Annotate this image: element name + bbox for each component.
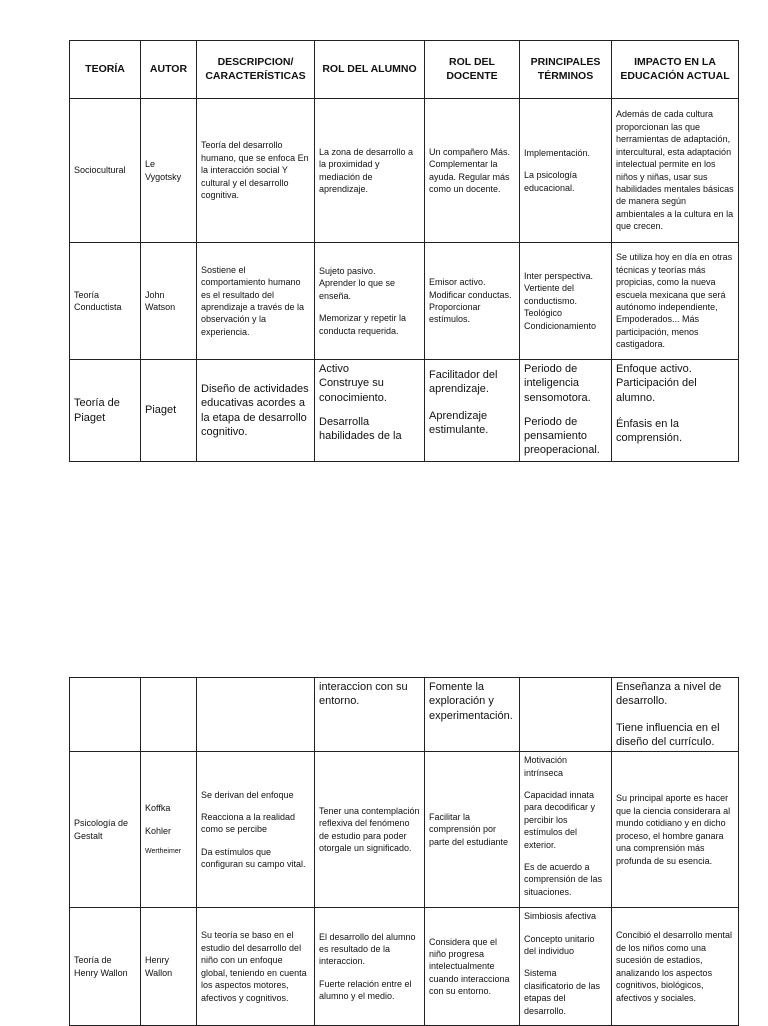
header-rol-docente: ROL DEL DOCENTE — [425, 41, 520, 99]
table-row — [70, 360, 739, 462]
cell-rol-docente — [425, 360, 520, 462]
cell-rol-alumno: interaccion con su entorno. — [315, 678, 425, 752]
cell-autor: Henry Wallon — [141, 908, 197, 1026]
cell-terminos: Inter perspectiva. Vertiente del conductismo. Teológico Condicionamiento — [520, 243, 612, 360]
cell-rol-alumno — [315, 243, 425, 360]
descripcion-item: Se derivan del enfoque — [201, 789, 294, 800]
header-terminos: PRINCIPALES TÉRMINOS — [520, 41, 612, 99]
cell-teoria: Teoría de Piaget — [70, 360, 141, 462]
cell-impacto: Se utiliza hoy en día en otras técnicas y teorías más propicias, como la nueva escuela mexicana que será autónomo independiente, Empoderados... Más participación, menos castigadora. — [612, 243, 739, 360]
cell-terminos — [520, 752, 612, 908]
descripcion-item: Reacciona a la realidad como se percibe — [201, 812, 296, 835]
cell-terminos — [520, 678, 612, 752]
descripcion-item: Da estímulos que configuran su campo vital. — [201, 846, 306, 870]
cell-autor: Le Vygotsky — [141, 99, 197, 243]
cell-impacto — [612, 678, 739, 752]
header-impacto: IMPACTO EN LA EDUCACIÓN ACTUAL — [612, 41, 739, 99]
table-row — [70, 908, 739, 1026]
header-autor: AUTOR — [141, 41, 197, 99]
theories-table-top — [69, 40, 739, 462]
rol-docente-item: Facilitador del aprendizaje. — [429, 369, 498, 396]
impacto-item: Enseñanza a nivel de desarrollo. — [616, 681, 722, 708]
cell-teoria: Teoría de Henry Wallon — [70, 908, 141, 1026]
terminos-item: Capacidad innata para decodificar y percibir los estímulos del exterior. — [524, 790, 596, 850]
cell-teoria: Sociocultural — [70, 99, 141, 243]
rol-alumno-item: Sujeto pasivo. Aprender lo que se enseña. — [319, 265, 396, 301]
cell-impacto: Su principal aporte es hacer que la ciencia considerara al mundo cotidiano y en dicho proceso, el hombre ganara una comprensión más profunda de su esencia. — [612, 752, 739, 908]
cell-autor — [141, 678, 197, 752]
rol-docente-item: Aprendizaje estimulante. — [429, 409, 489, 436]
header-descripcion: DESCRIPCION/ CARACTERÍSTICAS — [197, 41, 315, 99]
cell-autor: John Watson — [141, 243, 197, 360]
terminos-item: Concepto unitario del individuo — [524, 933, 595, 956]
cell-impacto: Concibió el desarrollo mental de los niños como una sucesión de estadios, analizando los aspectos cognitivos, biológicos, afectivos y sociales. — [612, 908, 739, 1026]
terminos-item: Periodo de inteligencia sensomotora. — [524, 363, 591, 404]
impacto-item: Énfasis en la comprensión. — [616, 417, 683, 445]
rol-alumno-item: Desarrolla habilidades de la — [319, 415, 402, 443]
cell-descripcion: Diseño de actividades educativas acordes a la etapa de desarrollo cognitivo. — [197, 360, 315, 462]
terminos-item: Sistema clasificatorio de las etapas del desarrollo. — [524, 968, 601, 1016]
cell-rol-docente: Un compañero Más. Complementar la ayuda. Regular más como un docente. — [425, 99, 520, 243]
cell-autor — [141, 752, 197, 908]
terminos-item: Motivación intrínseca — [524, 755, 568, 778]
table-row — [70, 99, 739, 243]
autor-item: Wertheimer — [145, 848, 182, 856]
header-row — [70, 41, 739, 99]
cell-impacto: Además de cada cultura proporcionan las que herramientas de adaptación, intercultural, esta adaptación intelectual permite en los niños y niñas, usar sus habilidades mentales básicas de manera según ambientales a la cultura en la que crecen. — [612, 99, 739, 243]
autor-item: Koffka — [145, 803, 171, 814]
cell-rol-alumno — [315, 360, 425, 462]
cell-teoria — [70, 678, 141, 752]
cell-rol-alumno: Tener una contemplación reflexiva del fenómeno de estudio para poder otorgale un significado. — [315, 752, 425, 908]
cell-descripcion — [197, 678, 315, 752]
rol-alumno-item: Fuerte relación entre el alumno y el medio. — [319, 978, 412, 1002]
header-rol-alumno: ROL DEL ALUMNO — [315, 41, 425, 99]
impacto-item: Enfoque activo. Participación del alumno. — [616, 363, 697, 404]
cell-descripcion: Teoría del desarrollo humano, que se enfoca En la interacción social Y cultural y el desarrollo cognitiva. — [197, 99, 315, 243]
rol-alumno-item: Activo Construye su conocimiento. — [319, 363, 387, 404]
rol-alumno-item: El desarrollo del alumno es resultado de la interaccion. — [319, 931, 416, 967]
cell-autor: Piaget — [141, 360, 197, 462]
terminos-item: La psicología educacional. — [524, 170, 578, 193]
terminos-item: Implementación. — [524, 147, 591, 158]
cell-rol-alumno: La zona de desarrollo a la proximidad y mediación de aprendizaje. — [315, 99, 425, 243]
table-row — [70, 243, 739, 360]
cell-terminos — [520, 908, 612, 1026]
header-teoria: TEORÍA — [70, 41, 141, 99]
terminos-item: Simbiosis afectiva — [524, 911, 597, 922]
rol-alumno-item: Memorizar y repetir la conducta requerida. — [319, 313, 407, 336]
cell-rol-docente: Considera que el niño progresa intelectualmente cuando interacciona con su entorno. — [425, 908, 520, 1026]
cell-rol-alumno — [315, 908, 425, 1026]
cell-impacto — [612, 360, 739, 462]
table-row — [70, 752, 739, 908]
cell-terminos — [520, 360, 612, 462]
cell-descripcion: Sostiene el comportamiento humano es el resultado del aprendizaje a través de la observación y la experiencia. — [197, 243, 315, 360]
autor-item: Kohler — [145, 825, 172, 836]
terminos-item: Periodo de pensamiento preoperacional. — [524, 415, 600, 457]
cell-rol-docente: Fomente la exploración y experimentación. — [425, 678, 520, 752]
impacto-item: Tiene influencia en el diseño del currículo. — [616, 721, 720, 748]
theories-table-bottom — [69, 677, 739, 1026]
cell-teoria: Psicología de Gestalt — [70, 752, 141, 908]
cell-terminos — [520, 99, 612, 243]
terminos-item: Es de acuerdo a comprensión de las situaciones. — [524, 862, 603, 897]
cell-rol-docente: Emisor activo. Modificar conductas. Proporcionar estímulos. — [425, 243, 520, 360]
table-row — [70, 678, 739, 752]
cell-descripcion: Su teoría se baso en el estudio del desarrollo del niño con un enfoque global, teniendo en cuenta los aspectos motores, afectivos y cognitivos. — [197, 908, 315, 1026]
cell-descripcion — [197, 752, 315, 908]
cell-rol-docente: Facilitar la comprensión por parte del estudiante — [425, 752, 520, 908]
cell-teoria: Teoría Conductista — [70, 243, 141, 360]
